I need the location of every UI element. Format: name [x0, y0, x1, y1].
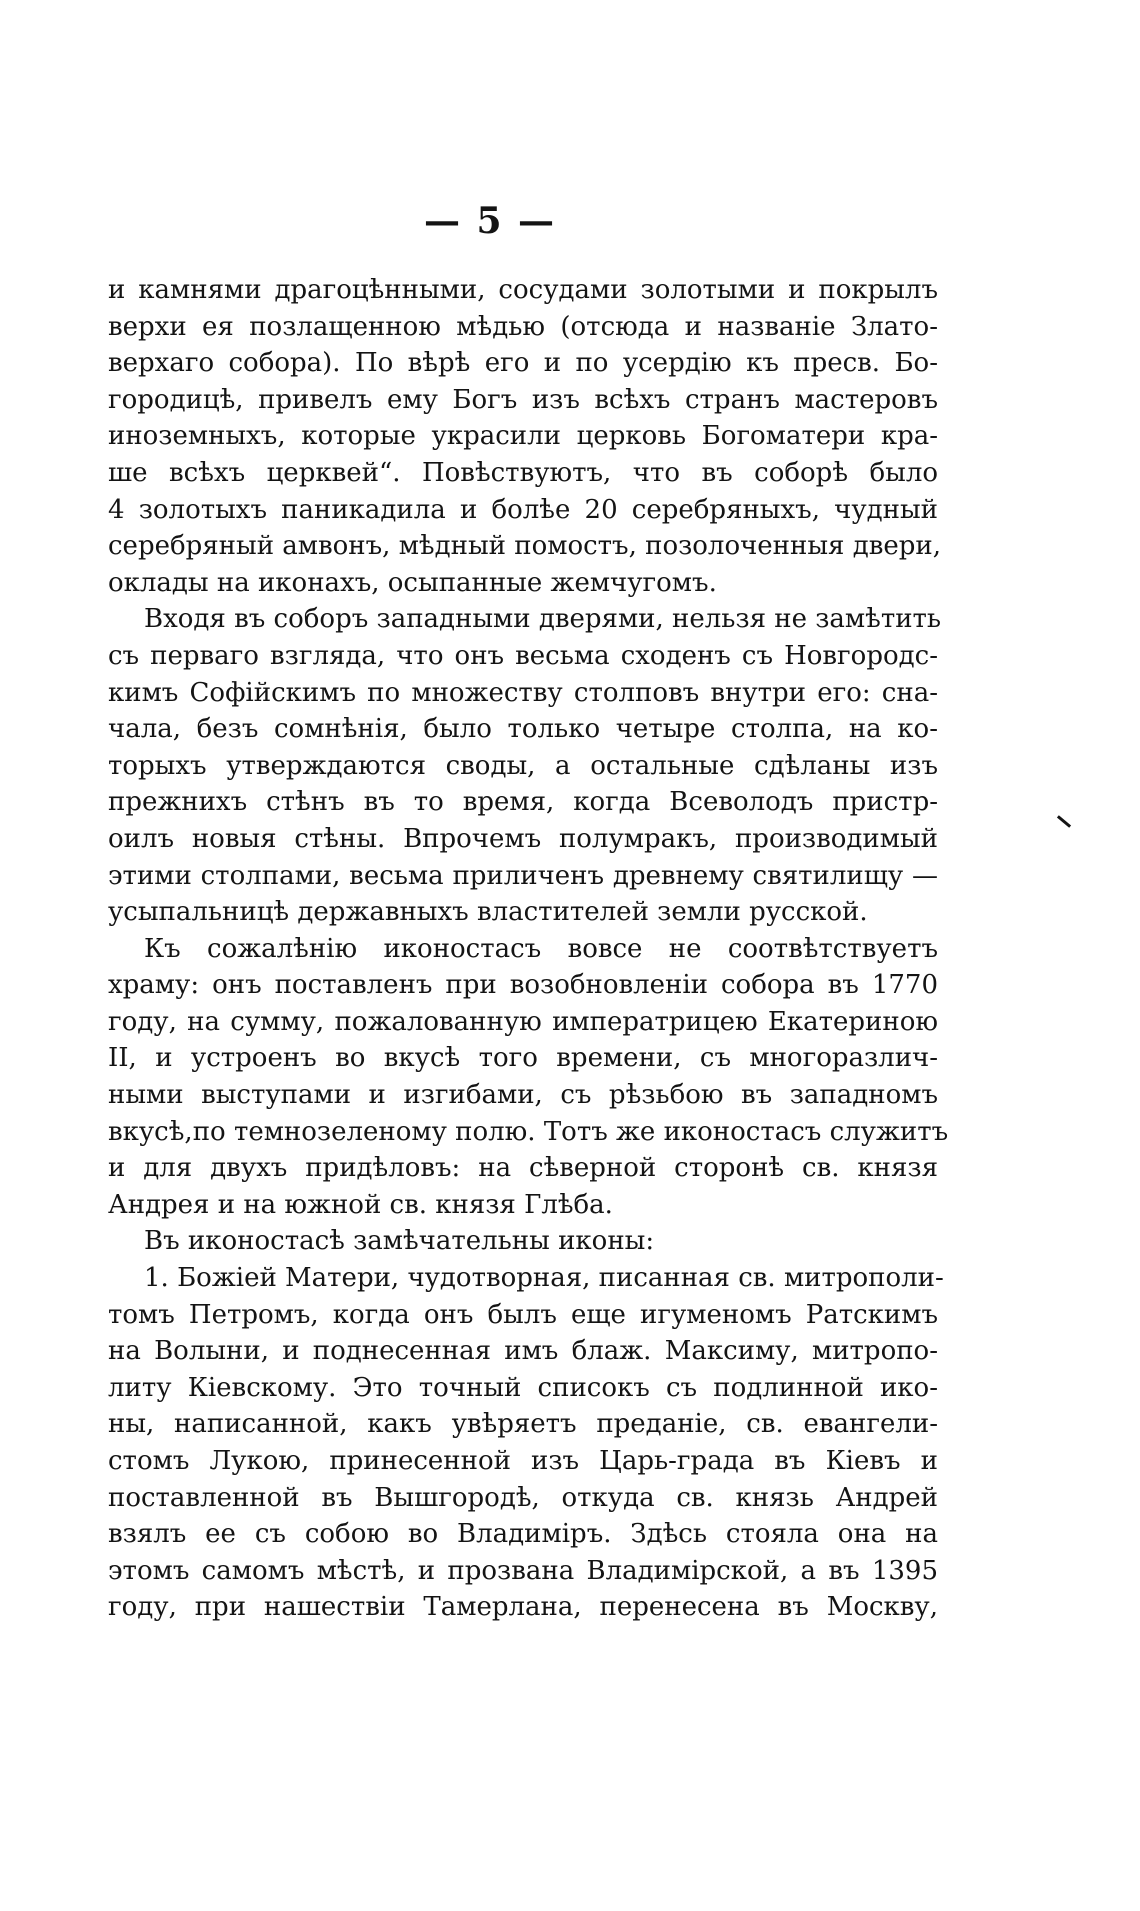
- text-line: кимъ Софійскимъ по множеству столповъ внутри его: сна-: [108, 677, 938, 708]
- text-line: оклады на иконахъ, осыпанные жемчугомъ.: [108, 567, 717, 598]
- text-line: оилъ новыя стѣны. Впрочемъ полумракъ, производимый: [108, 823, 938, 854]
- text-line: ными выступами и изгибами, съ рѣзьбою въ западномъ: [108, 1080, 938, 1111]
- paragraph: [108, 272, 941, 601]
- text-line: 4 золотыхъ паникадила и болѣе 20 серебряныхъ, чудный: [108, 494, 938, 525]
- text-line: чала, безъ сомнѣнія, было только четыре столпа, на ко-: [108, 714, 938, 745]
- text-line: этомъ самомъ мѣстѣ, и прозвана Владимірской, а въ 1395: [108, 1555, 938, 1586]
- text-line: ше всѣхъ церквей“. Повѣствуютъ, что въ соборѣ было: [108, 457, 938, 488]
- text-line: II, и устроенъ во вкусѣ того времени, съ многоразлич-: [108, 1043, 938, 1074]
- text-line: году, на сумму, пожалованную императрицею Екатериною: [108, 1006, 938, 1037]
- paragraph: [108, 1260, 944, 1626]
- text-line: Входя въ соборъ западными дверями, нельзя не замѣтить: [144, 604, 942, 635]
- text-line: прежнихъ стѣнъ въ то время, когда Всеволодъ пристр-: [108, 787, 938, 818]
- text-line: серебряный амвонъ, мѣдный помостъ, позолоченныя двери,: [108, 531, 941, 562]
- page-number: — 5 —: [423, 200, 557, 242]
- text-line: Въ иконостасѣ замѣчательны иконы:: [144, 1226, 655, 1257]
- text-line: на Волыни, и поднесенная имъ блаж. Максиму, митропо-: [108, 1336, 938, 1367]
- body-text: [108, 272, 949, 1626]
- text-line: стомъ Лукою, принесенной изъ Царь-града въ Кіевъ и: [108, 1446, 938, 1476]
- paragraph: [108, 601, 942, 930]
- text-line: Андрея и на южной св. князя Глѣба.: [108, 1189, 613, 1220]
- text-line: верхи ея позлащенною мѣдью (отсюда и названіе Злато-: [108, 311, 938, 342]
- text-line: иноземныхъ, которые украсили церковь Богоматери кра-: [108, 421, 938, 452]
- text-line: верхаго собора). По вѣрѣ его и по усердію къ пресв. Бо-: [108, 348, 938, 379]
- text-line: поставленной въ Вышгородѣ, откуда св. князь Андрей: [108, 1482, 938, 1513]
- text-line: взялъ ее съ собою во Владиміръ. Здѣсь стояла она на: [108, 1519, 938, 1550]
- text-line: году, при нашествіи Тамерлана, перенесена въ Москву,: [108, 1592, 938, 1623]
- paragraph: [108, 931, 949, 1224]
- text-line: этими столпами, весьма приличенъ древнему святилищу —: [108, 860, 938, 891]
- text-line: томъ Петромъ, когда онъ былъ еще игуменомъ Ратскимъ: [108, 1299, 938, 1330]
- ink-mark: [1057, 815, 1071, 828]
- text-line: и для двухъ придѣловъ: на сѣверной сторонѣ св. князя: [108, 1153, 938, 1184]
- text-line: городицѣ, привелъ ему Богъ изъ всѣхъ странъ мастеровъ: [108, 384, 938, 415]
- text-line: торыхъ утверждаются своды, а остальные сдѣланы изъ: [108, 750, 938, 781]
- text-line: и камнями драгоцѣнными, сосудами золотыми и покрылъ: [108, 275, 938, 305]
- text-line: вкусѣ,по темнозеленому полю. Тотъ же иконостасъ служитъ: [108, 1116, 949, 1147]
- text-line: 1. Божiей Матери, чудотворная, писанная св. митрополи-: [144, 1263, 944, 1294]
- text-line: литу Кіевскому. Это точный списокъ съ подлинной ико-: [108, 1372, 938, 1403]
- text-line: храму: онъ поставленъ при возобновленіи собора въ 1770: [108, 970, 938, 1001]
- paragraph: [108, 1223, 938, 1260]
- text-line: съ перваго взгляда, что онъ весьма сходенъ съ Новгородс-: [108, 640, 938, 671]
- text-line: усыпальницѣ державныхъ властителей земли русской.: [108, 897, 868, 928]
- text-line: ны, написанной, какъ увѣряетъ преданіе, св. евангели-: [108, 1409, 938, 1440]
- text-line: Къ сожалѣнію иконостасъ вовсе не соотвѣтствуетъ: [144, 933, 938, 964]
